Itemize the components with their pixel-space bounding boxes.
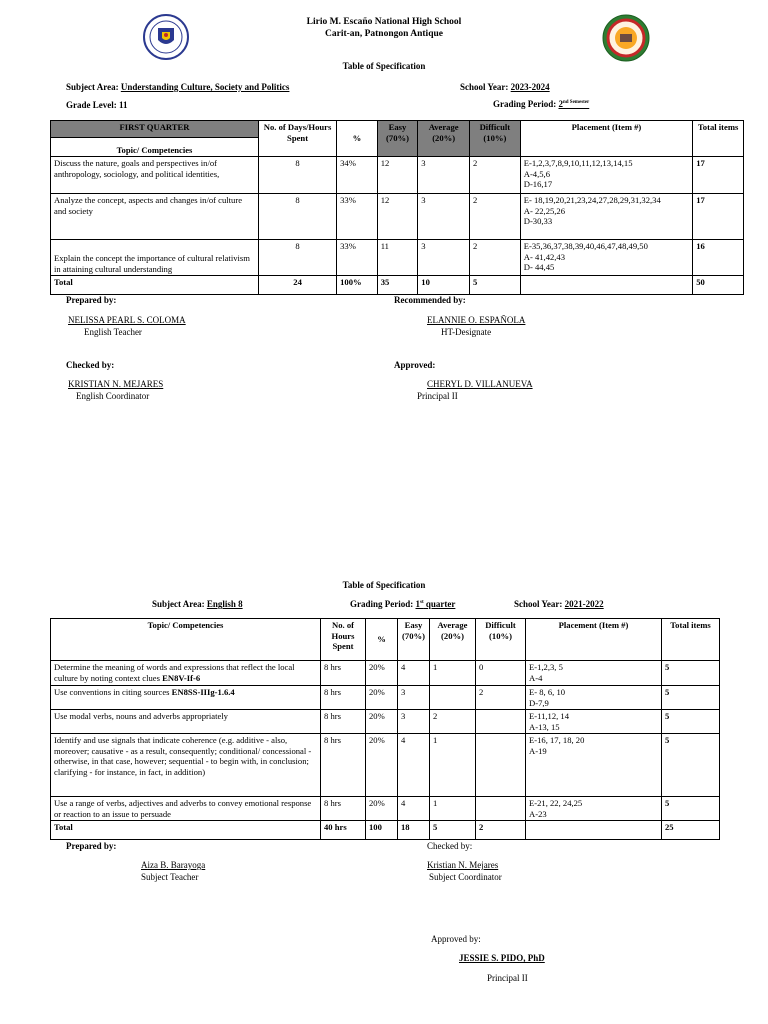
tos1-topic-header: Topic/ Competencies bbox=[51, 138, 259, 157]
tos2-pct-header: % bbox=[366, 619, 398, 661]
school-seal-logo bbox=[602, 14, 650, 62]
tos1-quarter-header: FIRST QUARTER bbox=[51, 121, 259, 138]
school-address: Carit-an, Patnongon Antique bbox=[325, 29, 443, 39]
tos1-difficult-header: Difficult (10%) bbox=[470, 121, 521, 157]
tos2-easy-header: Easy (70%) bbox=[398, 619, 430, 661]
tos2-checked-name: Kristian N. Mejares bbox=[427, 860, 499, 870]
table-row: Use a range of verbs, adjectives and adverbs to convey emotional response or reaction to an issue to persuade 8 hrs 20% 4 1 E-21, 22, 24,25 A-23 5 bbox=[51, 797, 720, 821]
tos2-school-year: School Year: 2021-2022 bbox=[514, 599, 604, 609]
tos2-subject-area: Subject Area: English 8 bbox=[152, 599, 243, 609]
tos1-table bbox=[50, 120, 744, 295]
tos2-difficult-header: Difficult (10%) bbox=[476, 619, 526, 661]
tos2-placement-header: Placement (Item #) bbox=[526, 619, 662, 661]
tos1-subject-area: Subject Area: Understanding Culture, Society and Politics bbox=[66, 82, 290, 92]
school-name: Lirio M. Escaño National High School bbox=[306, 17, 462, 27]
table-row: Discuss the nature, goals and perspectives in/of anthropology, sociology, and political identities, 8 34% 12 3 2 E-1,2,3,7,8,9,10,11,12,13,14,15 A-4,5,6 D-16,17 17 bbox=[51, 157, 744, 194]
table-total-row: Total 24 100% 35 10 5 50 bbox=[51, 276, 744, 295]
table-total-row: Total 40 hrs 100 18 5 2 25 bbox=[51, 821, 720, 840]
table-row: Identify and use signals that indicate coherence (e.g. additive - also, moreover; causative - as a result, consequently; conditional/ concessional - otherwise, in that case, however; sequential - to begin with, in conclusion; clarifying - for instance, in fact, in addition) 8 hrs 20% 4 1 E-16, 17, 18, 20 A-19 5 bbox=[51, 734, 720, 797]
tos1-grade-level: Grade Level: 11 bbox=[66, 100, 128, 110]
tos2-prepared-label: Prepared by: bbox=[66, 841, 117, 851]
tos1-checked-name: KRISTIAN N. MEJARES bbox=[68, 379, 164, 389]
tos1-prepared-name: NELISSA PEARL S. COLOMA bbox=[68, 315, 186, 325]
tos1-approved-label: Approved: bbox=[394, 360, 436, 370]
tos1-recommended-label: Recommended by: bbox=[394, 295, 466, 305]
tos2-checked-title: Subject Coordinator bbox=[429, 872, 502, 882]
tos1-title: Table of Specification bbox=[342, 61, 426, 71]
tos2-table bbox=[50, 618, 720, 840]
tos2-prepared-name: Aiza B. Barayoga bbox=[141, 860, 206, 870]
tos1-average-header: Average (20%) bbox=[418, 121, 470, 157]
table-row: Use conventions in citing sources EN8SS-IIIg-1.6.4 8 hrs 20% 3 2 E- 8, 6, 10 D-7,9 5 bbox=[51, 686, 720, 710]
table-row: Explain the concept the importance of cultural relativism in attaining cultural understanding 8 33% 11 3 2 E-35,36,37,38,39,40,46,47,48,49,50 A- 41,42,43 D- 44,45 16 bbox=[51, 240, 744, 276]
deped-seal-logo bbox=[143, 14, 189, 60]
tos2-title: Table of Specification bbox=[342, 580, 426, 590]
tos2-approved-label: Approved by: bbox=[431, 934, 481, 944]
tos1-total-header: Total items bbox=[693, 121, 744, 157]
tos2-approved-title: Principal II bbox=[487, 973, 528, 983]
tos2-total-header: Total items bbox=[662, 619, 720, 661]
tos2-grading-period: Grading Period: 1st quarter bbox=[350, 599, 456, 609]
tos2-average-header: Average (20%) bbox=[430, 619, 476, 661]
table-row: Analyze the concept, aspects and changes in/of culture and society 8 33% 12 3 2 E- 18,19,20,21,23,24,27,28,29,31,32,34 A- 22,25,26 D-30,33 17 bbox=[51, 194, 744, 240]
tos1-prepared-label: Prepared by: bbox=[66, 295, 117, 305]
tos2-topic-header: Topic/ Competencies bbox=[51, 619, 321, 661]
tos1-recommended-name: ELANNIE O. ESPAÑOLA bbox=[427, 315, 526, 325]
table-row: Use modal verbs, nouns and adverbs appropriately 8 hrs 20% 3 2 E-11,12, 14 A-13, 15 5 bbox=[51, 710, 720, 734]
tos1-school-year: School Year: 2023-2024 bbox=[460, 82, 550, 92]
tos1-checked-title: English Coordinator bbox=[76, 391, 150, 401]
tos1-checked-label: Checked by: bbox=[66, 360, 115, 370]
tos1-placement-header: Placement (Item #) bbox=[520, 121, 692, 157]
tos1-days-header: No. of Days/Hours Spent bbox=[259, 121, 337, 157]
tos2-hours-header: No. of Hours Spent bbox=[321, 619, 366, 661]
tos1-grading-period: Grading Period: $2^{nd Semester}$ bbox=[493, 99, 590, 109]
tos1-pct-header: % bbox=[337, 121, 378, 157]
tos1-easy-header: Easy (70%) bbox=[377, 121, 418, 157]
tos1-recommended-title: HT-Designate bbox=[441, 327, 492, 337]
tos1-subject-value: Understanding Culture, Society and Politics bbox=[120, 82, 290, 92]
tos1-prepared-title: English Teacher bbox=[84, 327, 142, 337]
tos1-approved-name: CHERYL D. VILLANUEVA bbox=[427, 379, 533, 389]
table-row: Determine the meaning of words and expressions that reflect the local culture by noting context clues EN8V-If-6 8 hrs 20% 4 1 0 E-1,2,3, 5 A-4 5 bbox=[51, 661, 720, 686]
tos2-prepared-title: Subject Teacher bbox=[141, 872, 199, 882]
tos1-approved-title: Principal II bbox=[417, 391, 458, 401]
tos2-approved-name: JESSIE S. PIDO, PhD bbox=[459, 953, 545, 963]
tos2-checked-label: Checked by: bbox=[427, 841, 473, 851]
